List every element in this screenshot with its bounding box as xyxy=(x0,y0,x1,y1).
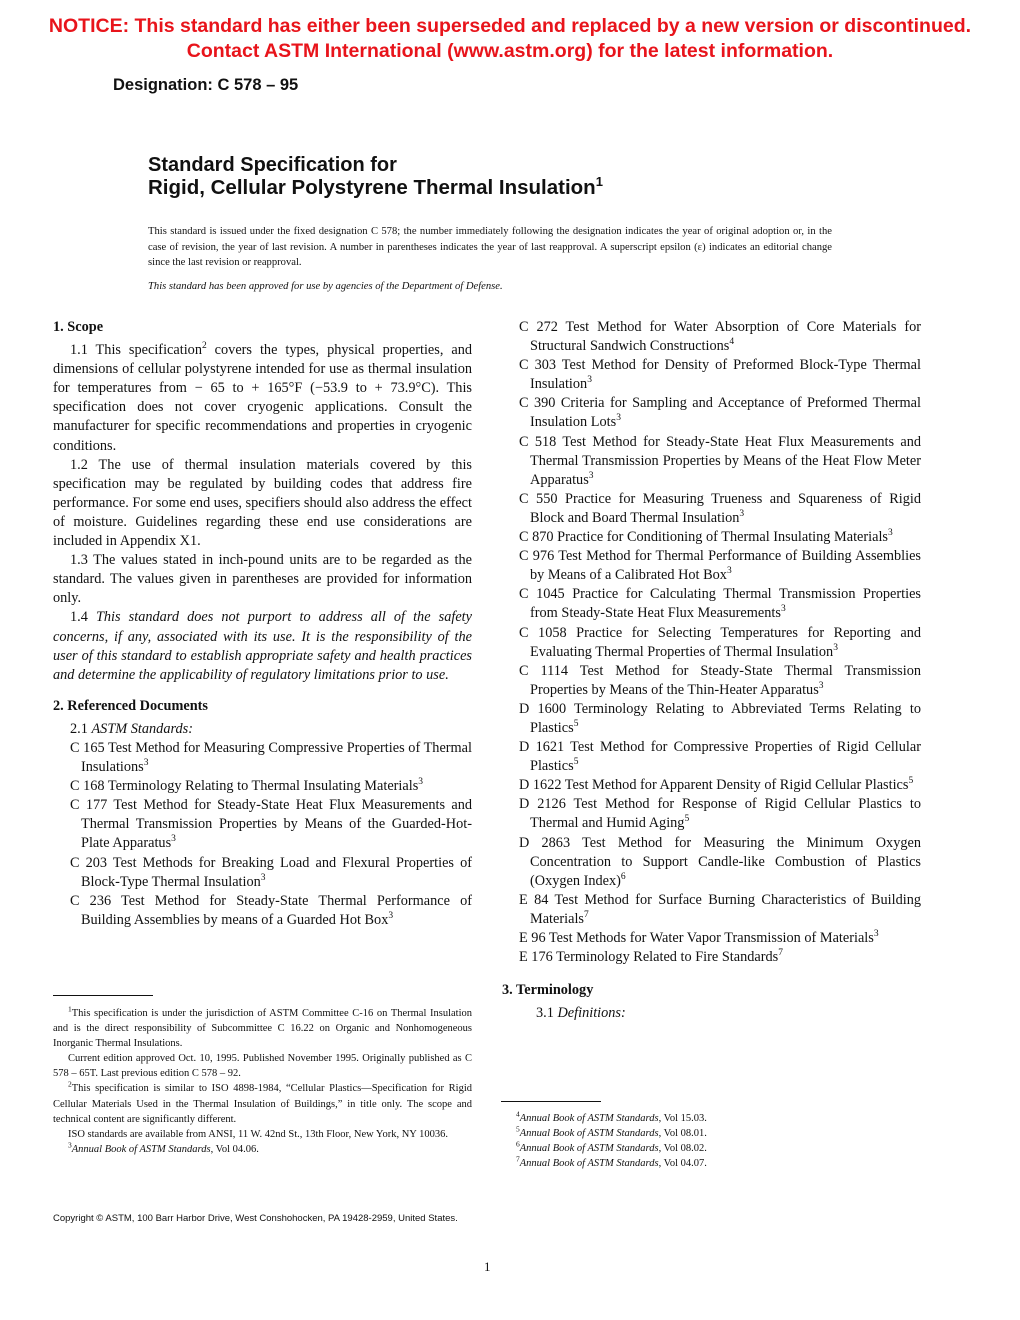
left-reference-list xyxy=(53,739,472,930)
scope-para-3: 1.3 The values stated in inch-pound units are to be regarded as the standard. The values given in parentheses are provided for information only. xyxy=(53,552,472,607)
referenced-documents-heading: 2. Referenced Documents xyxy=(53,697,208,714)
scope-para-4: 1.4 This standard does not purport to address all of the safety concerns, if any, associated with its use. It is the responsibility of the user of this standard to establish appropriate safety and health practices and determine the applicability of regulatory limitations prior to use. xyxy=(53,609,472,683)
footnote-3: $^3$Annual Book of ASTM Standards, Vol 04.06. xyxy=(68,1140,259,1155)
reference-item: C 168 Terminology Relating to Thermal Insulating Materials$^3$ xyxy=(70,777,424,795)
title-line-2: Rigid, Cellular Polystyrene Thermal Insulation xyxy=(148,176,596,199)
footnote-1: $^1$This specification is under the jurisdiction of ASTM Committee C-16 on Thermal Insulation and is the direct responsibility of Subcommittee C 16.22 on Organic and Nonhomogeneous Inorganic Thermal Insulations. xyxy=(53,1004,472,1050)
footnote-5: $^5$Annual Book of ASTM Standards, Vol 08.01. xyxy=(516,1124,707,1140)
reference-item: C 303 Test Method for Density of Preformed Block-Type Thermal Insulation$^3$ xyxy=(519,357,921,393)
issued-statement: This standard is issued under the fixed designation C 578; the number immediately following the designation indicates the year of original adoption or, in the case of revision, the year of last revision. A number in parentheses indicates the year of last reapproval. A superscript epsilon (ε) indicates an editorial change since the last revision or reapproval. xyxy=(148,226,832,268)
reference-item: E 96 Test Methods for Water Vapor Transmission of Materials$^3$ xyxy=(519,929,879,946)
reference-item: C 177 Test Method for Steady-State Heat Flux Measurements and Thermal Transmission Properties by Means of the Guarded-Hot-Plate Apparatus$^3$ xyxy=(70,797,472,852)
reference-item: C 550 Practice for Measuring Trueness and Squareness of Rigid Block and Board Thermal Insulation$^3$ xyxy=(519,490,921,526)
definitions-subheading: 3.1 Definitions: xyxy=(536,1005,626,1022)
footnote-2: $^2$This specification is similar to ISO 4898-1984, “Cellular Plastics—Specification for Rigid Cellular Materials Used in the Thermal Insulation of Buildings,” in title only. The scope and technical content are significantly different. xyxy=(53,1079,472,1125)
terminology-heading: 3. Terminology xyxy=(502,982,594,999)
reference-item: C 518 Test Method for Steady-State Heat Flux Measurements and Thermal Transmission Properties by Means of the Heat Flow Meter Apparatus$^3$ xyxy=(519,433,921,488)
reference-item: E 84 Test Method for Surface Burning Characteristics of Building Materials$^7$ xyxy=(519,891,921,927)
reference-item: D 2863 Test Method for Measuring the Minimum Oxygen Concentration to Support Candle-like Combustion of Plastics (Oxygen Index)$^6$ xyxy=(519,834,921,889)
footnote-6: $^6$Annual Book of ASTM Standards, Vol 08.02. xyxy=(516,1139,707,1155)
scope-heading: 1. Scope xyxy=(53,319,104,335)
scope-para-1: 1.1 This specification$^2$ covers the types, physical properties, and dimensions of cellular polystyrene intended for use as thermal insulation for temperatures from − 65 to + 165°F (−53.9 to + 73.9°C). This specification does not cover cryogenic applications. Consult the manufacturer for specific recommendations and properties in cryogenic conditions. xyxy=(53,341,472,454)
designation: Designation: C 578 – 95 xyxy=(113,76,299,94)
reference-item: C 203 Test Methods for Breaking Load and Flexural Properties of Block-Type Thermal Insulation$^3$ xyxy=(70,854,472,890)
scope-para-2: 1.2 The use of thermal insulation materials covered by this specification may be regulated by building codes that address fire performance. For some end uses, specifiers should also address the effect of moisture. Guidelines regarding these end use considerations are included in Appendix X1. xyxy=(53,456,472,550)
footnote-1-edition: Current edition approved Oct. 10, 1995. Published November 1995. Originally published as C 578 – 65T. Last previous edition C 578 – 92. xyxy=(53,1053,472,1080)
supersede-notice xyxy=(0,14,1020,64)
reference-item: C 236 Test Method for Steady-State Thermal Performance of Building Assemblies by means of a Guarded Hot Box$^3$ xyxy=(70,892,472,928)
reference-item: C 1114 Test Method for Steady-State Thermal Transmission Properties by Means of the Thin-Heater Apparatus$^3$ xyxy=(519,662,921,698)
reference-item: C 976 Test Method for Thermal Performance of Building Assemblies by Means of a Calibrated Hot Box$^3$ xyxy=(519,548,921,584)
right-column xyxy=(502,318,921,1023)
reference-item: E 176 Terminology Related to Fire Standards$^7$ xyxy=(519,948,783,966)
reference-item: C 870 Practice for Conditioning of Thermal Insulating Materials$^3$ xyxy=(519,528,893,546)
notice-line-2: Contact ASTM International (www.astm.org) for the latest information. xyxy=(186,40,834,62)
reference-item: C 1045 Practice for Calculating Thermal Transmission Properties from Steady-State Heat Flux Measurements$^3$ xyxy=(519,586,921,622)
reference-item: D 2126 Test Method for Response of Rigid Cellular Plastics to Thermal and Humid Aging$^5$ xyxy=(519,796,921,832)
title-line-1: Standard Specification for xyxy=(148,154,397,176)
reference-item: D 1600 Terminology Relating to Abbreviated Terms Relating to Plastics$^5$ xyxy=(519,700,921,736)
reference-item: C 390 Criteria for Sampling and Acceptance of Preformed Thermal Insulation Lots$^3$ xyxy=(519,395,921,431)
title-footnote-ref: 1 xyxy=(595,174,603,190)
footnote-7: $^7$Annual Book of ASTM Standards, Vol 04.07. xyxy=(516,1154,707,1170)
document-title xyxy=(148,176,603,200)
reference-item: D 1622 Test Method for Apparent Density of Rigid Cellular Plastics$^5$ xyxy=(519,776,914,794)
notice-line-1: NOTICE: This standard has either been superseded and replaced by a new version or discontinued. xyxy=(48,15,972,37)
footnotes-left xyxy=(53,1006,472,1157)
footnote-4: $^4$Annual Book of ASTM Standards, Vol 15.03. xyxy=(516,1109,707,1124)
left-column xyxy=(53,318,472,930)
copyright-line: Copyright © ASTM, 100 Barr Harbor Drive, West Conshohocken, PA 19428-2959, United States. xyxy=(53,1213,458,1224)
footnote-2-iso: ISO standards are available from ANSI, 11 W. 42nd St., 13th Floor, New York, NY 10036. xyxy=(68,1128,448,1140)
dod-approval: This standard has been approved for use by agencies of the Department of Defense. xyxy=(148,281,503,292)
reference-item: D 1621 Test Method for Compressive Properties of Rigid Cellular Plastics$^5$ xyxy=(519,739,921,775)
footnotes-right xyxy=(501,1111,921,1171)
reference-item: C 1058 Practice for Selecting Temperatures for Reporting and Evaluating Thermal Properties of Thermal Insulation$^3$ xyxy=(519,624,921,660)
page-number: 1 xyxy=(484,1259,491,1274)
footnote-rule-right xyxy=(501,1101,601,1102)
right-reference-list xyxy=(519,318,921,967)
footnote-rule-left xyxy=(53,995,153,996)
reference-item: C 272 Test Method for Water Absorption of Core Materials for Structural Sandwich Constructions$^4$ xyxy=(519,319,921,355)
astm-standards-subheading: 2.1 ASTM Standards: xyxy=(70,720,193,737)
reference-item: C 165 Test Method for Measuring Compressive Properties of Thermal Insulations$^3$ xyxy=(70,739,472,776)
